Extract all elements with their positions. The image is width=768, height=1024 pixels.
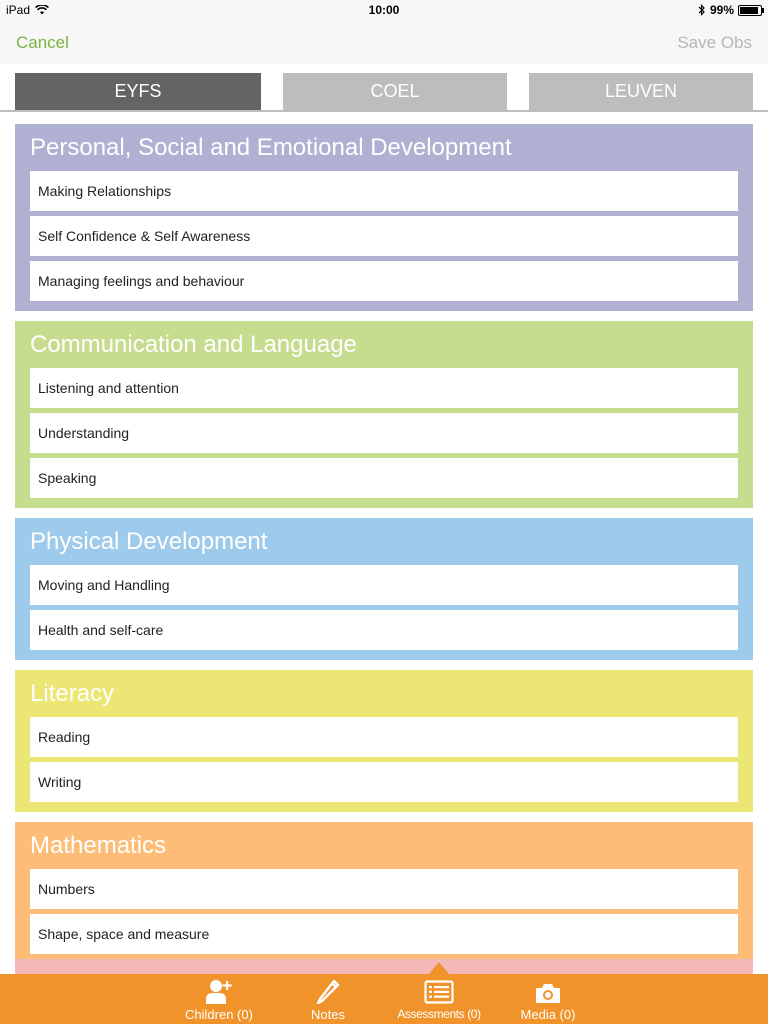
list-item[interactable]: Listening and attention <box>30 368 738 408</box>
section-literacy <box>15 670 753 812</box>
save-obs-button[interactable]: Save Obs <box>677 33 752 52</box>
battery-percent: 99% <box>709 3 734 17</box>
section-physical-development <box>15 518 753 660</box>
assessments-tab-label: Assessments (0) <box>397 1007 481 1021</box>
list-item[interactable]: Shape, space and measure <box>30 914 738 954</box>
selected-indicator <box>429 962 449 974</box>
list-item[interactable]: Health and self-care <box>30 610 738 650</box>
camera-icon <box>534 982 562 1004</box>
list-icon <box>424 980 454 1004</box>
assessment-list <box>15 124 753 974</box>
battery-icon <box>738 5 762 16</box>
pencil-icon <box>315 978 341 1004</box>
list-item[interactable]: Numbers <box>30 869 738 909</box>
device-label: iPad <box>6 3 31 17</box>
section-title: Mathematics <box>30 832 167 859</box>
section-mathematics <box>15 822 753 964</box>
cancel-button[interactable]: Cancel <box>16 33 69 52</box>
children-tab-label: Children (0) <box>185 1007 253 1022</box>
status-bar <box>0 0 768 20</box>
media-tab[interactable] <box>493 978 603 1022</box>
bluetooth-icon <box>698 4 706 16</box>
section-title: Literacy <box>30 680 115 707</box>
section-title: Communication and Language <box>30 331 357 358</box>
bottom-tab-bar <box>0 974 768 1024</box>
framework-tabs <box>0 64 768 112</box>
next-section-peek <box>15 959 753 975</box>
section-communication-language <box>15 321 753 508</box>
children-tab[interactable] <box>164 978 274 1022</box>
tab-leuven[interactable]: LEUVEN <box>529 73 753 110</box>
clock: 10:00 <box>368 3 400 17</box>
tab-coel[interactable]: COEL <box>283 73 507 110</box>
media-tab-label: Media (0) <box>520 1007 576 1022</box>
navigation-bar <box>0 20 768 64</box>
list-item[interactable]: Writing <box>30 762 738 802</box>
list-item[interactable]: Managing feelings and behaviour <box>30 261 738 301</box>
list-item[interactable]: Moving and Handling <box>30 565 738 605</box>
list-item[interactable]: Self Confidence & Self Awareness <box>30 216 738 256</box>
notes-tab[interactable] <box>273 978 383 1022</box>
add-person-icon <box>204 978 234 1004</box>
notes-tab-label: Notes <box>311 1007 345 1022</box>
section-title: Physical Development <box>30 528 268 555</box>
list-item[interactable]: Reading <box>30 717 738 757</box>
section-personal-social-emotional <box>15 124 753 311</box>
list-item[interactable]: Understanding <box>30 413 738 453</box>
list-item[interactable]: Speaking <box>30 458 738 498</box>
list-item[interactable]: Making Relationships <box>30 171 738 211</box>
tab-eyfs[interactable]: EYFS <box>15 73 261 110</box>
assessments-tab[interactable] <box>384 978 494 1021</box>
section-title: Personal, Social and Emotional Development <box>30 134 512 161</box>
